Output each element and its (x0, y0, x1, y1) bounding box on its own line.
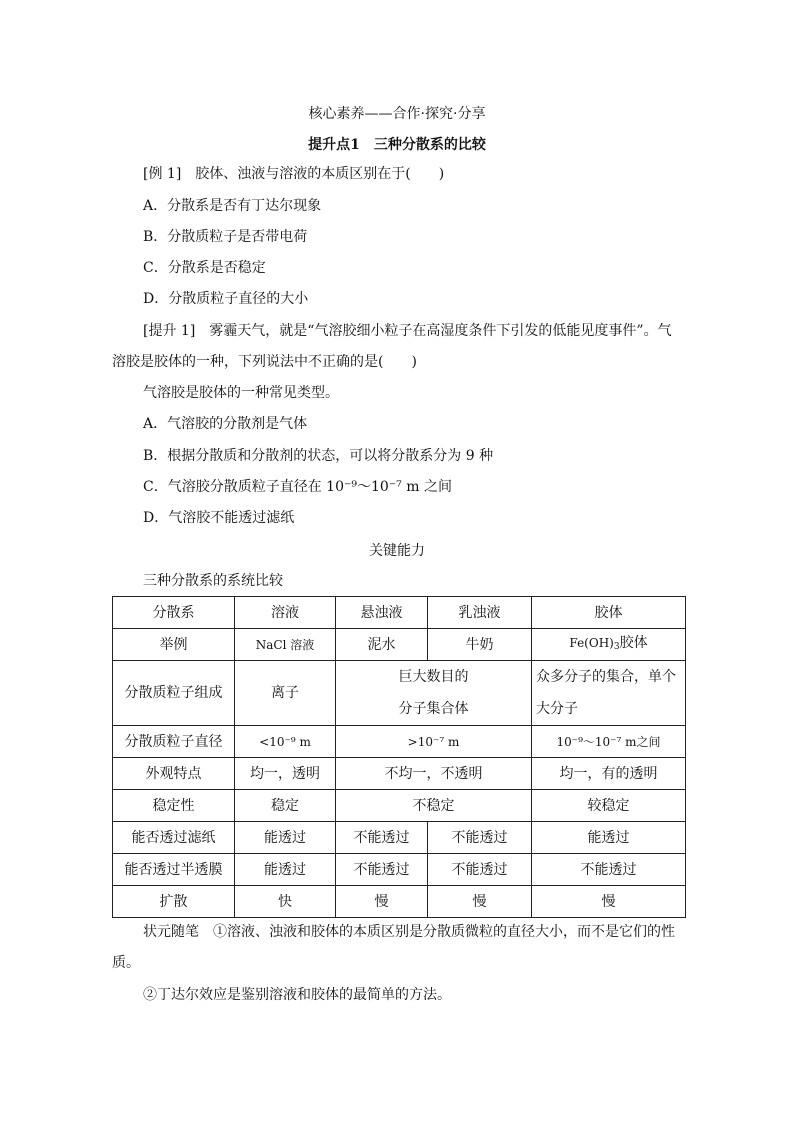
table-cell: 离子 (235, 661, 336, 726)
example-option-a: A．分散系是否有丁达尔现象 (143, 198, 322, 214)
table-row (113, 822, 686, 854)
table-cell: 快 (235, 886, 336, 918)
table-row (113, 854, 686, 886)
table-cell: 均一，有的透明 (532, 758, 686, 790)
table-cell: 稳定 (235, 790, 336, 822)
row-label: 能否透过滤纸 (113, 822, 235, 854)
practice-option-c: C．气溶胶分散质粒子直径在 10⁻⁹～10⁻⁷ m 之间 (143, 479, 452, 495)
row-label: 扩散 (113, 886, 235, 918)
table-row (113, 758, 686, 790)
row-label: 外观特点 (113, 758, 235, 790)
table-cell: 慢 (428, 886, 532, 918)
table-cell: 能透过 (235, 822, 336, 854)
table-row (113, 661, 686, 726)
study-note-line1: 状元随笔 ①溶液、浊液和胶体的本质区别是分散质微粒的直径大小，而不是它们的性 (143, 924, 675, 940)
row-label: 稳定性 (113, 790, 235, 822)
table-cell (532, 629, 686, 661)
example-option-b: B．分散质粒子是否带电荷 (143, 229, 308, 245)
row-label: 举例 (113, 629, 235, 661)
table-cell: 不能透过 (336, 854, 428, 886)
table-row (113, 886, 686, 918)
example-option-d: D．分散质粒子直径的大小 (143, 291, 309, 307)
practice-option-a: A．气溶胶的分散剂是气体 (143, 416, 308, 432)
section-heading: 核心素养——合作·探究·分享 (308, 106, 486, 122)
practice-stem-line2: 溶胶是胶体的一种，下列说法中不正确的是( ) (112, 354, 417, 370)
table-header-row (113, 597, 686, 629)
cell-line: 大分子 (536, 701, 578, 717)
header-cell: 溶液 (235, 597, 336, 629)
table-cell: 慢 (336, 886, 428, 918)
header-cell: 乳浊液 (428, 597, 532, 629)
practice-option-d: D．气溶胶不能透过滤纸 (143, 510, 295, 526)
formula-suffix: 胶体 (619, 634, 648, 651)
table-cell: 能透过 (532, 822, 686, 854)
study-note-line2: 质。 (112, 955, 140, 971)
practice-option-b: B．根据分散质和分散剂的状态，可以将分散系分为 9 种 (143, 448, 494, 464)
comparison-table (112, 596, 686, 918)
table-cell: 能透过 (235, 854, 336, 886)
table-cell: 不能透过 (428, 822, 532, 854)
study-note-line3: ②丁达尔效应是鉴别溶液和胶体的最简单的方法。 (143, 987, 451, 1003)
table-cell (336, 661, 532, 726)
table-cell: >10⁻⁷ m (336, 726, 532, 758)
table-cell: 慢 (532, 886, 686, 918)
table-cell (532, 661, 686, 726)
table-cell: 泥水 (336, 629, 428, 661)
row-label: 能否透过半透膜 (113, 854, 235, 886)
example-stem: [例 1] 胶体、浊液与溶液的本质区别在于( ) (143, 166, 445, 182)
row-label: 分散质粒子直径 (113, 726, 235, 758)
header-cell: 分散系 (113, 597, 235, 629)
header-cell: 胶体 (532, 597, 686, 629)
table-cell: 10⁻⁹～10⁻⁷ m之间 (532, 726, 686, 758)
table-cell: 均一，透明 (235, 758, 336, 790)
cell-line: 分子集合体 (398, 701, 469, 717)
table-cell: <10⁻⁹ m (235, 726, 336, 758)
table-cell: 较稳定 (532, 790, 686, 822)
practice-note: 气溶胶是胶体的一种常见类型。 (143, 385, 339, 401)
cell-line: 众多分子的集合，单个 (536, 669, 676, 685)
formula-text: Fe(OH) (569, 635, 614, 650)
table-cell: 不能透过 (428, 854, 532, 886)
table-cell: NaCl 溶液 (235, 629, 336, 661)
table-caption: 三种分散系的系统比较 (143, 573, 283, 589)
subheading: 提升点1 三种分散系的比较 (308, 137, 486, 153)
header-cell: 悬浊液 (336, 597, 428, 629)
table-cell: 不稳定 (336, 790, 532, 822)
table-row (113, 726, 686, 758)
formula-subscript: 3 (613, 641, 620, 652)
key-ability-heading: 关键能力 (369, 543, 425, 559)
practice-stem-line1: [提升 1] 雾霾天气，就是“气溶胶细小粒子在高湿度条件下引发的低能见度事件”。气 (143, 323, 672, 339)
table-cell: 不能透过 (336, 822, 428, 854)
table-cell: 不能透过 (532, 854, 686, 886)
example-option-c: C．分散系是否稳定 (143, 260, 266, 276)
table-row (113, 629, 686, 661)
row-label: 分散质粒子组成 (113, 661, 235, 726)
cell-line: 巨大数目的 (398, 669, 469, 685)
table-cell: 不均一，不透明 (336, 758, 532, 790)
table-cell: 牛奶 (428, 629, 532, 661)
table-row (113, 790, 686, 822)
